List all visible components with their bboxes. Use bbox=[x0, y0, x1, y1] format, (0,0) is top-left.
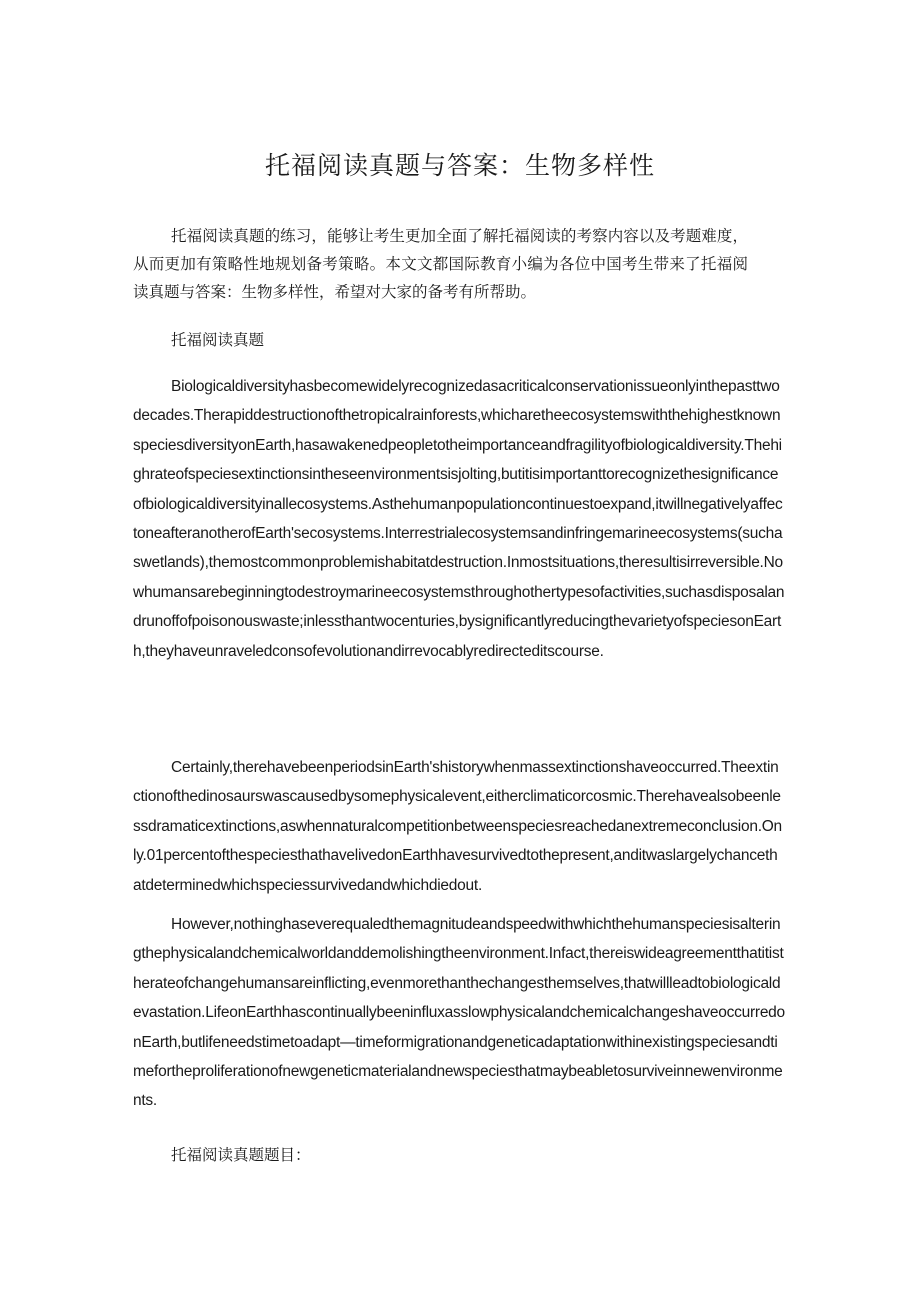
section-heading: 托福阅读真题 bbox=[171, 331, 265, 349]
intro-paragraph: 托福阅读真题的练习，能够让考生更加全面了解托福阅读的考察内容以及考题难度，从而更加有策略性地规划备考策略。本文文都国际教育小编为各位中国考生带来了托福阅读真题与答案：生物多样性，希望对大家的备考有所帮助。 bbox=[133, 227, 748, 301]
passage-paragraph-2: Certainly,therehavebeenperiodsinEarth'shistorywhenmassextinctionshaveoccurred.Theextinctionofthedinosaurswascausedbysomephysicalevent,eitherclimaticorcosmic.Therehavealsobeenlessdramaticextinctions,aswhennaturalcompetitionbetweenspeciesreachedanextremeconclusion.Only.01percentofthespeciesthathavelivedonEarthhavesurvivedtothepresent,anditwaslargelychancethatdeterminedwhichspeciessurvivedandwhichdiedout. bbox=[133, 759, 782, 894]
passage-paragraph-1: Biologicaldiversityhasbecomewidelyrecognizedasacriticalconservationissueonlyinthepasttwodecades.Therapiddestructionofthetropicalrainforests,whicharetheecosystemswiththehighestknownspeciesdiversityonEarth,hasawakenedpeopletotheimportanceandfragilityofbiologicaldiversity.Thehighrateofspeciesextinctionsintheseenvironmentsisjolting,butitisimportanttorecognizethesignificanceofbiologicaldiversityinallecosystems.Asthehumanpopulationcontinuestoexpand,itwillnegativelyaffectoneafteranotherofEarth'secosystems.Interrestrialecosystemsandinfringemarineecosystems(suchaswetlands),themostcommonproblemishabitatdestruction.Inmostsituations,theresultisirreversible.Nowhumansarebeginningtodestroymarineecosystemsthroughothertypesofactivities,suchasdisposalandrunoffofpoisonouswaste;inlessthantwocenturies,bysignificantlyreducingthevarietyofspeciesonEarth,theyhaveunraveledconsofevolutionandirrevocablyredirecteditscourse. bbox=[133, 378, 785, 660]
page-title: 托福阅读真题与答案：生物多样性 bbox=[264, 151, 655, 180]
questions-heading: 托福阅读真题题目： bbox=[171, 1146, 311, 1164]
passage-paragraph-3: However,nothinghaseverequaledthemagnitudeandspeedwithwhichthehumanspeciesisalteringthephysicalandchemicalworldanddemolishingtheenvironment.Infact,thereiswideagreementthatitistherateofchangehumansareinflicting,evenmorethanthechangesthemselves,thatwillleadtobiologicaldevastation.LifeonEarthhascontinuallybeeninfluxasslowphysicalandchemicalchangeshaveoccurredonEarth,butlifeneedstimetoadapt—timeformigrationandgeneticadaptationwithinexistingspeciesandtimefortheproliferationofnewgeneticmaterialandnewspeciesthatmaybeabletosurviveinnewenvironments. bbox=[133, 916, 785, 1110]
